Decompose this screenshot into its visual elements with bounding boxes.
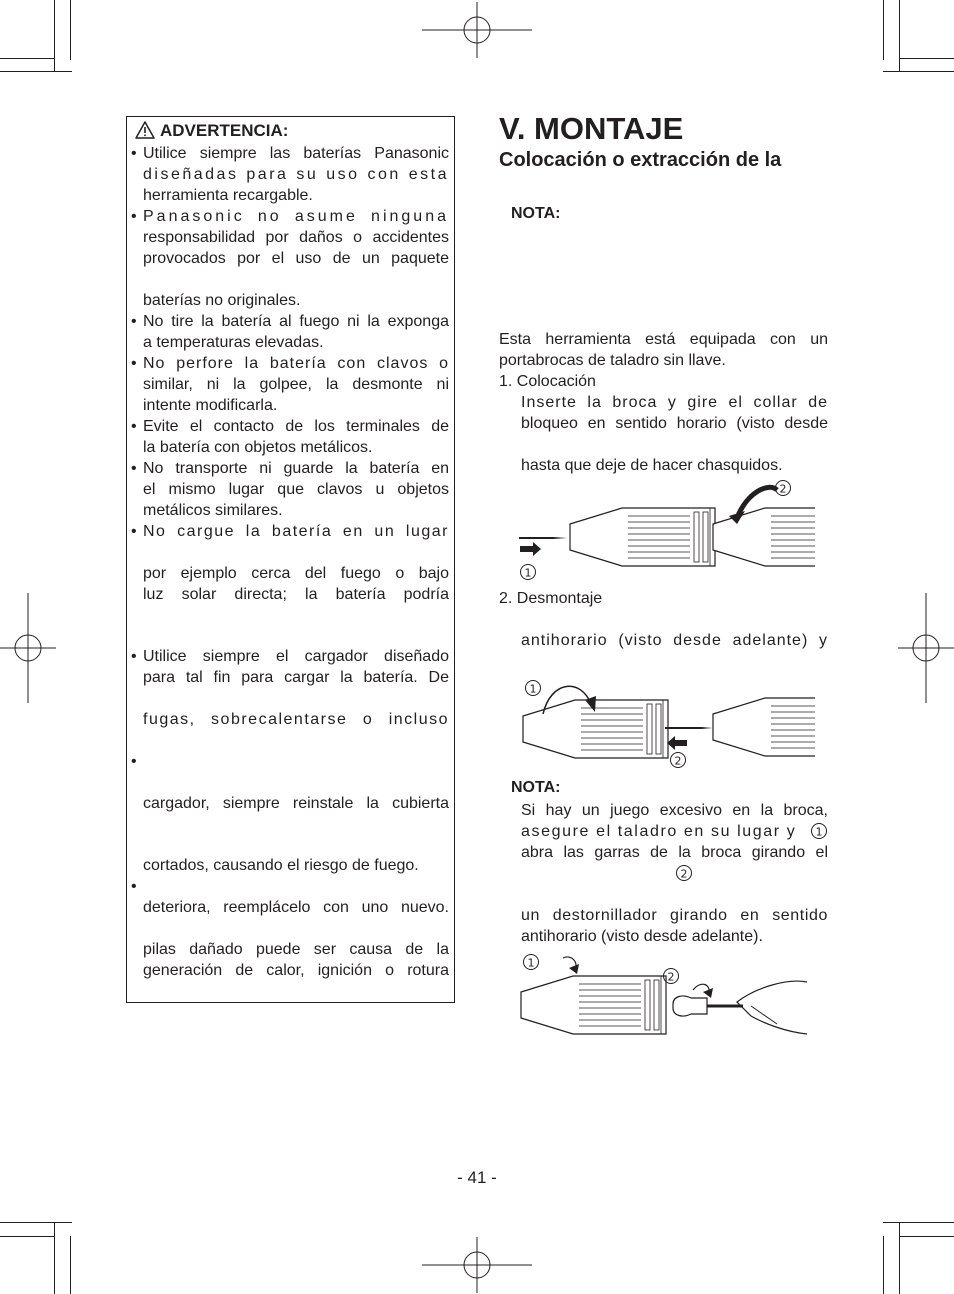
intro-line: Esta herramienta está equipada con un (499, 331, 828, 348)
bullet: • (131, 523, 137, 540)
step-title: 2. Desmontaje (499, 590, 603, 607)
warning-line: responsabilidad por daños o accidentes (143, 229, 449, 246)
warning-line: cargador, siempre reinstale la cubierta (143, 795, 449, 812)
warning-line: Panasonic no asume ninguna (143, 208, 449, 225)
warning-line: herramienta recargable. (143, 187, 313, 204)
step-line: hasta que deje de hacer chasquidos. (521, 457, 783, 474)
warning-line: pilas dañado puede ser causa de la (143, 941, 449, 958)
intro-line: portabrocas de taladro sin llave. (499, 352, 726, 369)
bullet: • (131, 208, 137, 225)
note-label: NOTA: (511, 779, 561, 796)
warning-title: ADVERTENCIA: (160, 121, 289, 140)
bullet: • (131, 145, 137, 162)
bullet: • (131, 648, 137, 665)
warning-line: el mismo lugar que clavos u objetos (143, 481, 449, 498)
callout-circle-1 (810, 822, 828, 840)
warning-line: para tal fin para cargar la batería. De (143, 669, 449, 686)
warning-line: la batería con objetos metálicos. (143, 439, 373, 456)
section-title: V. MONTAJE (499, 111, 684, 146)
callout-number: 1 (524, 566, 532, 580)
note-label: NOTA: (511, 205, 561, 222)
warning-line: generación de calor, ignición o rotura (143, 962, 449, 979)
bullet: • (131, 313, 137, 330)
step-line: Inserte la broca y gire el collar de (521, 394, 828, 411)
warning-line: diseñadas para su uso con esta (143, 166, 449, 183)
chuck-removal-figure (515, 674, 815, 774)
warning-line: fugas, sobrecalentarse o incluso (143, 711, 449, 728)
bullet: • (131, 418, 137, 435)
bullet: • (131, 355, 137, 372)
warning-line: No perfore la batería con clavos o (143, 355, 449, 372)
warning-line: provocados por el uso de un paquete (143, 250, 449, 267)
note-line: abra las garras de la broca girando el (521, 844, 828, 861)
warning-line: por ejemplo cerca del fuego o bajo (143, 565, 449, 582)
warning-line: a temperaturas elevadas. (143, 334, 324, 351)
bullet: • (131, 460, 137, 477)
warning-line: baterías no originales. (143, 292, 301, 309)
callout-number: 1 (527, 956, 535, 970)
chuck-insertion-figure (515, 478, 815, 582)
svg-text:2: 2 (680, 867, 688, 881)
warning-line: similar, ni la golpee, la desmonte ni (143, 376, 449, 393)
svg-text:1: 1 (815, 825, 823, 839)
page-number: - 41 - (457, 1168, 497, 1187)
callout-number: 1 (529, 682, 537, 696)
callout-circle-2 (675, 864, 693, 882)
note-line: un destornillador girando en sentido (521, 907, 828, 924)
note-line: Si hay un juego excesivo en la broca, (521, 802, 828, 819)
bullet: • (131, 753, 137, 770)
warning-line: luz solar directa; la batería podría (143, 586, 449, 603)
warning-line: Utilice siempre las baterías Panasonic (143, 145, 449, 162)
note-line: antihorario (visto desde adelante). (521, 928, 763, 945)
warning-line: No tire la batería al fuego ni la exponga (143, 313, 449, 330)
note-line: asegure el taladro en su lugar y (521, 823, 797, 840)
warning-line: No cargue la batería en un lugar (143, 523, 449, 540)
warning-line: No transporte ni guarde la batería en (143, 460, 449, 477)
warning-triangle-icon (135, 121, 155, 139)
bullet: • (131, 878, 137, 895)
callout-number: 2 (667, 970, 675, 984)
warning-line: Evite el contacto de los terminales de (143, 418, 449, 435)
warning-line: metálicos similares. (143, 502, 283, 519)
warning-line: cortados, causando el riesgo de fuego. (143, 857, 419, 874)
warning-line: Utilice siempre el cargador diseñado (143, 648, 449, 665)
screwdriver-figure (515, 950, 815, 1042)
callout-number: 2 (779, 482, 787, 496)
step-line: antihorario (visto desde adelante) y (521, 632, 828, 649)
step-line: bloqueo en sentido horario (visto desde (521, 415, 828, 432)
warning-line: intente modificarla. (143, 397, 278, 414)
section-subtitle: Colocación o extracción de la (499, 149, 782, 171)
callout-number: 2 (674, 754, 682, 768)
step-title: 1. Colocación (499, 373, 596, 390)
warning-line: deteriora, reemplácelo con uno nuevo. (143, 899, 449, 916)
